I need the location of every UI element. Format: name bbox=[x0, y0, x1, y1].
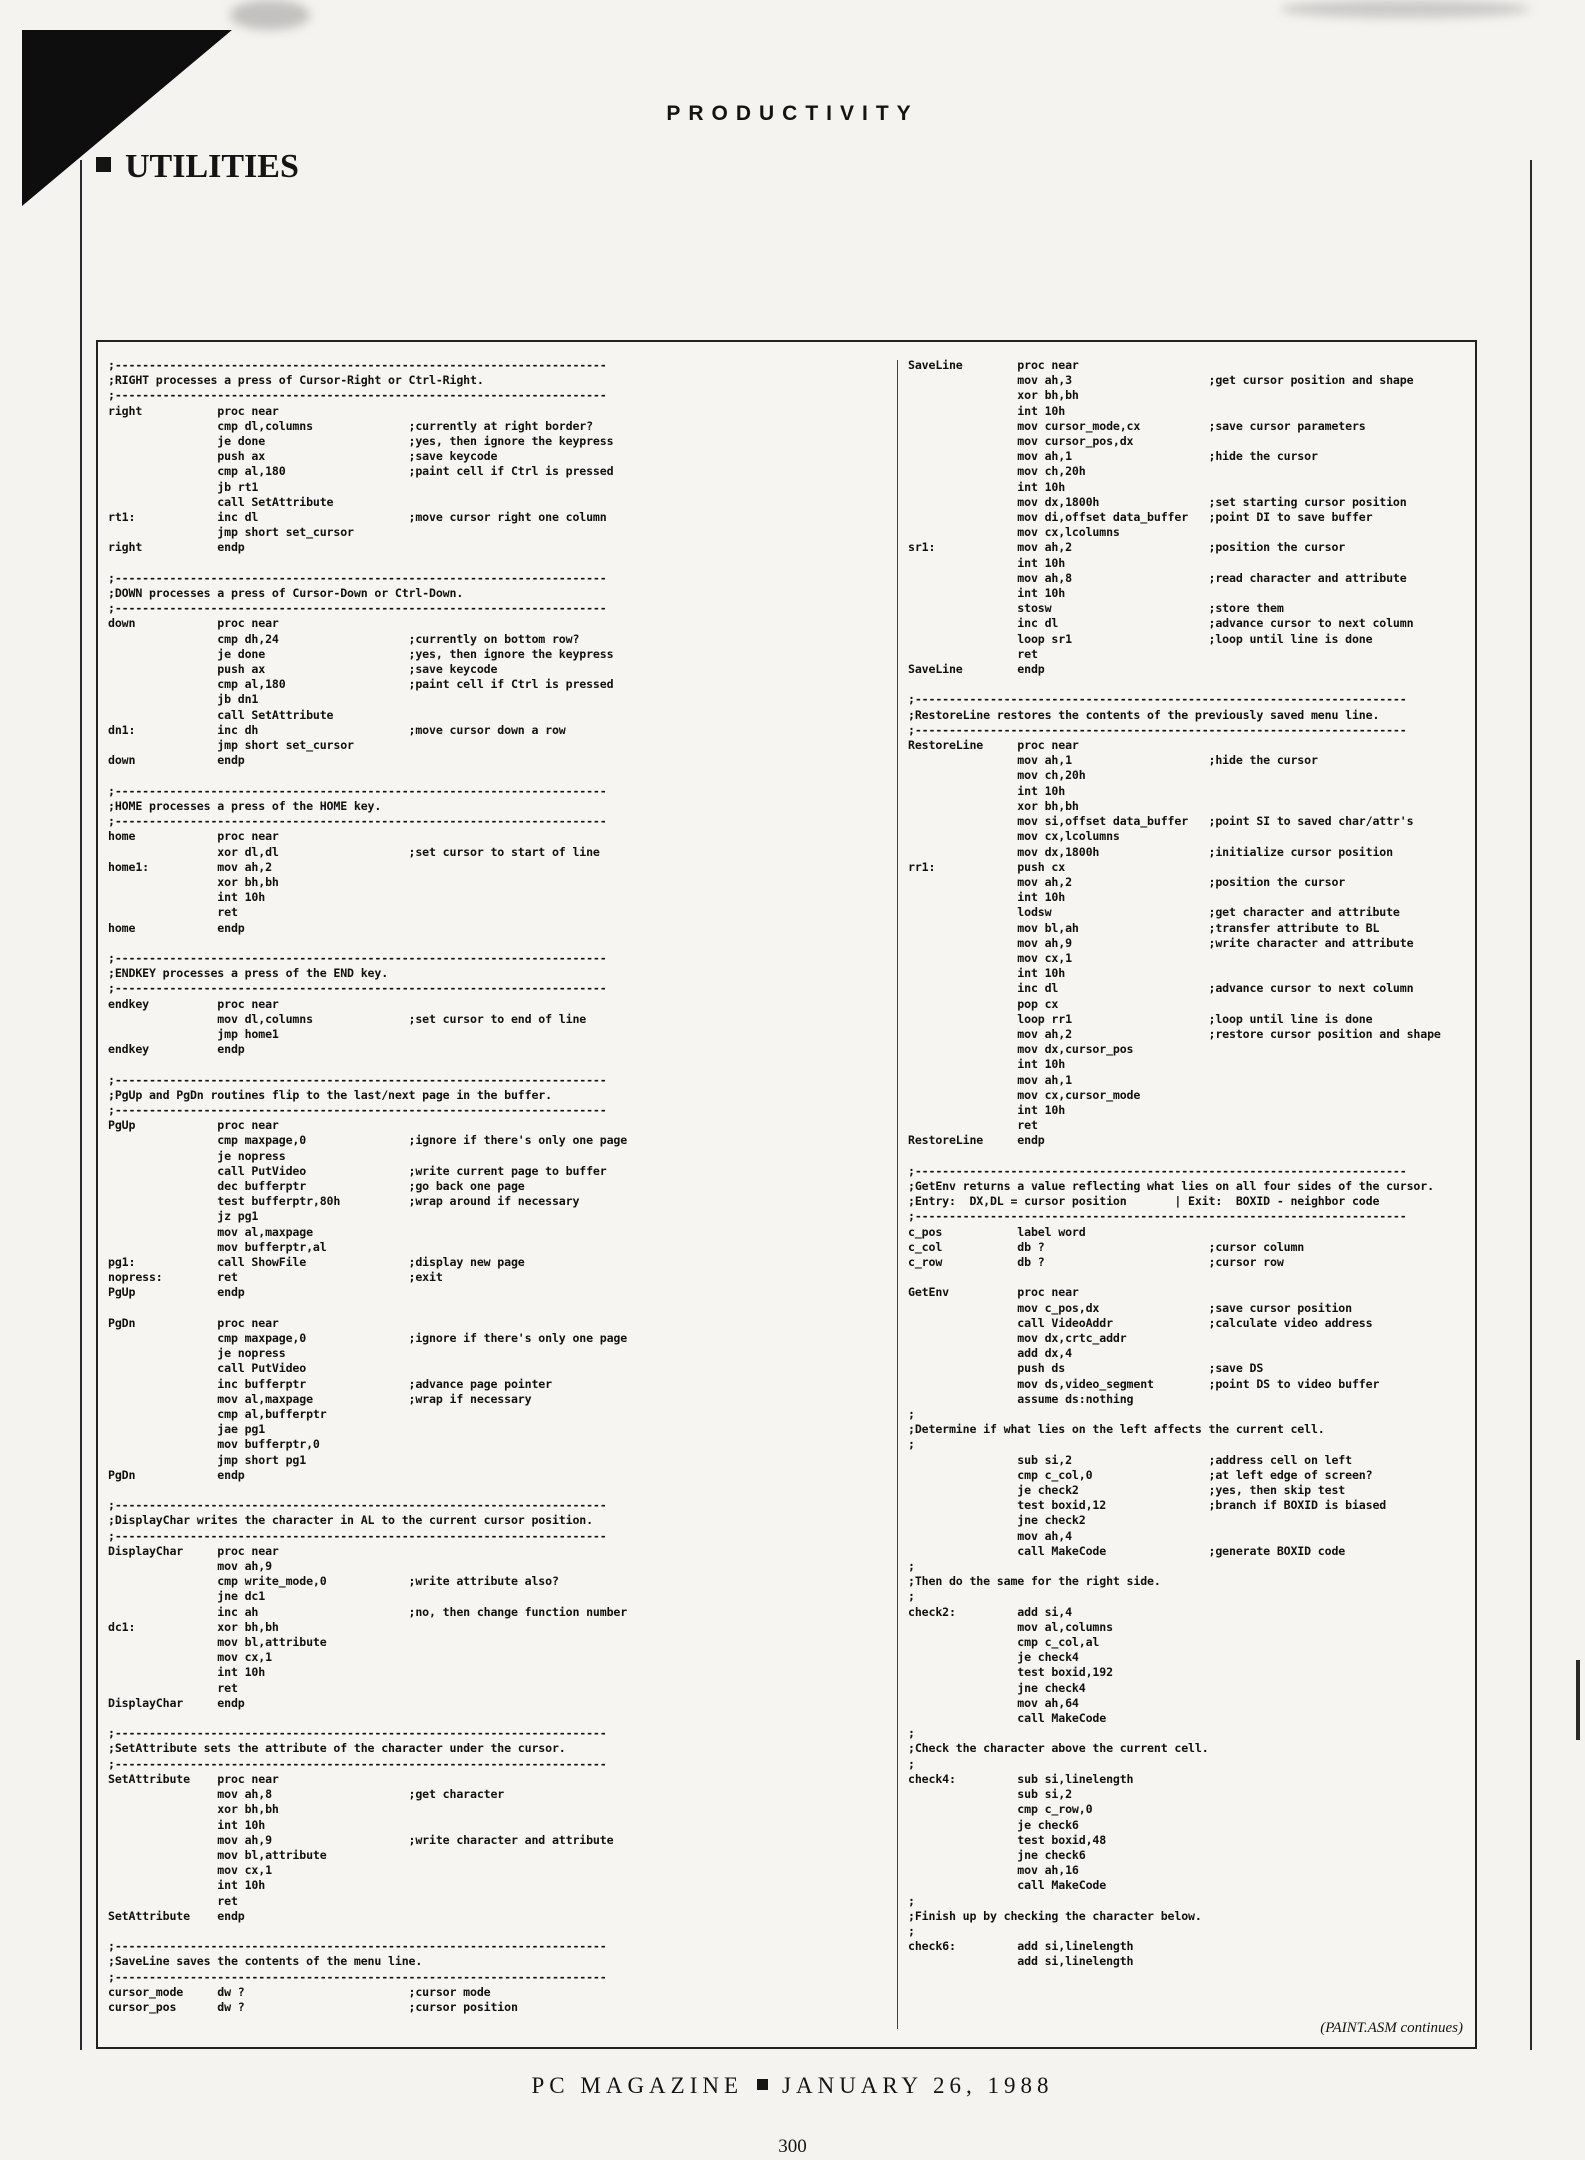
code-listing-left: ;------------------------------------------------------------------------ ;RIGHT processes a press of Cursor-Right or Ctrl-Right. ;------------------------------------------------------------------------ right proc near cmp dl,columns ;currently at right border? je done ;yes, then ignore the keypress push ax ;save keycode cmp al,180 ;paint cell if Ctrl is pressed jb rt1 call SetAttribute rt1: inc dl ;move cursor right one column jmp short set_cursor right endp ;------------------------------------------------------------------------ ;DOWN processes a press of Cursor-Down or Ctrl-Down. ;------------------------------------------------------------------------ down proc near cmp dh,24 ;currently on bottom row? je done ;yes, then ignore the keypress push ax ;save keycode cmp al,180 ;paint cell if Ctrl is pressed jb dn1 call SetAttribute dn1: inc dh ;move cursor down a row jmp short set_cursor down endp ;------------------------------------------------------------------------ ;HOME processes a press of the HOME key. ;------------------------------------------------------------------------ home proc near xor dl,dl ;set cursor to start of line home1: mov ah,2 xor bh,bh int 10h ret home endp ;------------------------------------------------------------------------ ;ENDKEY processes a press of the END key. ;------------------------------------------------------------------------ endkey proc near mov dl,columns ;set cursor to end of line jmp home1 endkey endp ;------------------------------------------------------------------------ ;PgUp and PgDn routines flip to the last/next page in the buffer. ;------------------------------------------------------------------------ PgUp proc near cmp maxpage,0 ;ignore if there's only one page je nopress call PutVideo ;write current page to buffer dec bufferptr ;go back one page test bufferptr,80h ;wrap around if necessary jz pg1 mov al,maxpage mov bufferptr,al pg1: call ShowFile ;display new page nopress: ret ;exit PgUp endp PgDn proc near cmp maxpage,0 ;ignore if there's only one page je nopress call PutVideo inc bufferptr ;advance page pointer mov al,maxpage ;wrap if necessary cmp al,bufferptr jae pg1 mov bufferptr,0 jmp short pg1 PgDn endp ;------------------------------------------------------------------------ ;DisplayChar writes the character in AL to the current cursor position. ;------------------------------------------------------------------------ DisplayChar proc near mov ah,9 cmp write_mode,0 ;write attribute also? jne dc1 inc ah ;no, then change function number dc1: xor bh,bh mov bl,attribute mov cx,1 int 10h ret DisplayChar endp ;------------------------------------------------------------------------ ;SetAttribute sets the attribute of the character under the cursor. ;------------------------------------------------------------------------ SetAttribute proc near mov ah,8 ;get character xor bh,bh int 10h mov ah,9 ;write character and attribute mov bl,attribute mov cx,1 int 10h ret SetAttribute endp ;------------------------------------------------------------------------ ;SaveLine saves the contents of the menu line. ;------------------------------------------------------------------------ cursor_mode dw ? ;cursor mode cursor_pos dw ? ;cursor position bbox=[108, 358, 628, 2014]
page-footer bbox=[0, 2073, 1585, 2099]
magazine-name: PC MAGAZINE bbox=[531, 2073, 744, 2098]
footer-bullet bbox=[757, 2079, 768, 2090]
page-rule-left bbox=[80, 160, 82, 2050]
scan-smudge bbox=[1280, 0, 1530, 18]
listing-column-left bbox=[108, 342, 886, 2047]
page-number: 300 bbox=[778, 2136, 807, 2157]
scan-smudge bbox=[230, 0, 310, 30]
section-title bbox=[96, 148, 299, 186]
page-category-header: PRODUCTIVITY bbox=[666, 102, 919, 125]
section-title-text: UTILITIES bbox=[125, 148, 299, 185]
listing-column-right bbox=[908, 342, 1468, 2047]
issue-date: JANUARY 26, 1988 bbox=[782, 2073, 1054, 2098]
continues-note: (PAINT.ASM continues) bbox=[1320, 2020, 1463, 2036]
code-listing-right: SaveLine proc near mov ah,3 ;get cursor position and shape xor bh,bh int 10h mov cursor_mode,cx ;save cursor parameters mov cursor_pos,dx mov ah,1 ;hide the cursor mov ch,20h int 10h mov dx,1800h ;set starting cursor position mov di,offset data_buffer ;point DI to save buffer mov cx,lcolumns sr1: mov ah,2 ;position the cursor int 10h mov ah,8 ;read character and attribute int 10h stosw ;store them inc dl ;advance cursor to next column loop sr1 ;loop until line is done ret SaveLine endp ;------------------------------------------------------------------------ ;RestoreLine restores the contents of the previously saved menu line. ;------------------------------------------------------------------------ RestoreLine proc near mov ah,1 ;hide the cursor mov ch,20h int 10h xor bh,bh mov si,offset data_buffer ;point SI to saved char/attr's mov cx,lcolumns mov dx,1800h ;initialize cursor position rr1: push cx mov ah,2 ;position the cursor int 10h lodsw ;get character and attribute mov bl,ah ;transfer attribute to BL mov ah,9 ;write character and attribute mov cx,1 int 10h inc dl ;advance cursor to next column pop cx loop rr1 ;loop until line is done mov ah,2 ;restore cursor position and shape mov dx,cursor_pos int 10h mov ah,1 mov cx,cursor_mode int 10h ret RestoreLine endp ;------------------------------------------------------------------------ ;GetEnv returns a value reflecting what lies on all four sides of the cursor. ;Entry: DX,DL = cursor position | Exit: BOXID - neighbor code ;------------------------------------------------------------------------ c_pos label word c_col db ? ;cursor column c_row db ? ;cursor row GetEnv proc near mov c_pos,dx ;save cursor position call VideoAddr ;calculate video address mov dx,crtc_addr add dx,4 push ds ;save DS mov ds,video_segment ;point DS to video buffer assume ds:nothing ; ;Determine if what lies on the left affects the current cell. ; sub si,2 ;address cell on left cmp c_col,0 ;at left edge of screen? je check2 ;yes, then skip test test boxid,12 ;branch if BOXID is biased jne check2 mov ah,4 call MakeCode ;generate BOXID code ; ;Then do the same for the right side. ; check2: add si,4 mov al,columns cmp c_col,al je check4 test boxid,192 jne check4 mov ah,64 call MakeCode ; ;Check the character above the current cell. ; check4: sub si,linelength sub si,2 cmp c_row,0 je check6 test boxid,48 jne check6 mov ah,16 call MakeCode ; ;Finish up by checking the character below. ; check6: add si,linelength add si,linelength bbox=[908, 358, 1441, 1969]
column-divider bbox=[897, 360, 898, 2029]
code-listing-box bbox=[96, 340, 1477, 2049]
section-bullet bbox=[96, 157, 111, 172]
page-rule-right bbox=[1530, 160, 1532, 2050]
scan-edge-mark bbox=[1576, 1660, 1580, 1740]
